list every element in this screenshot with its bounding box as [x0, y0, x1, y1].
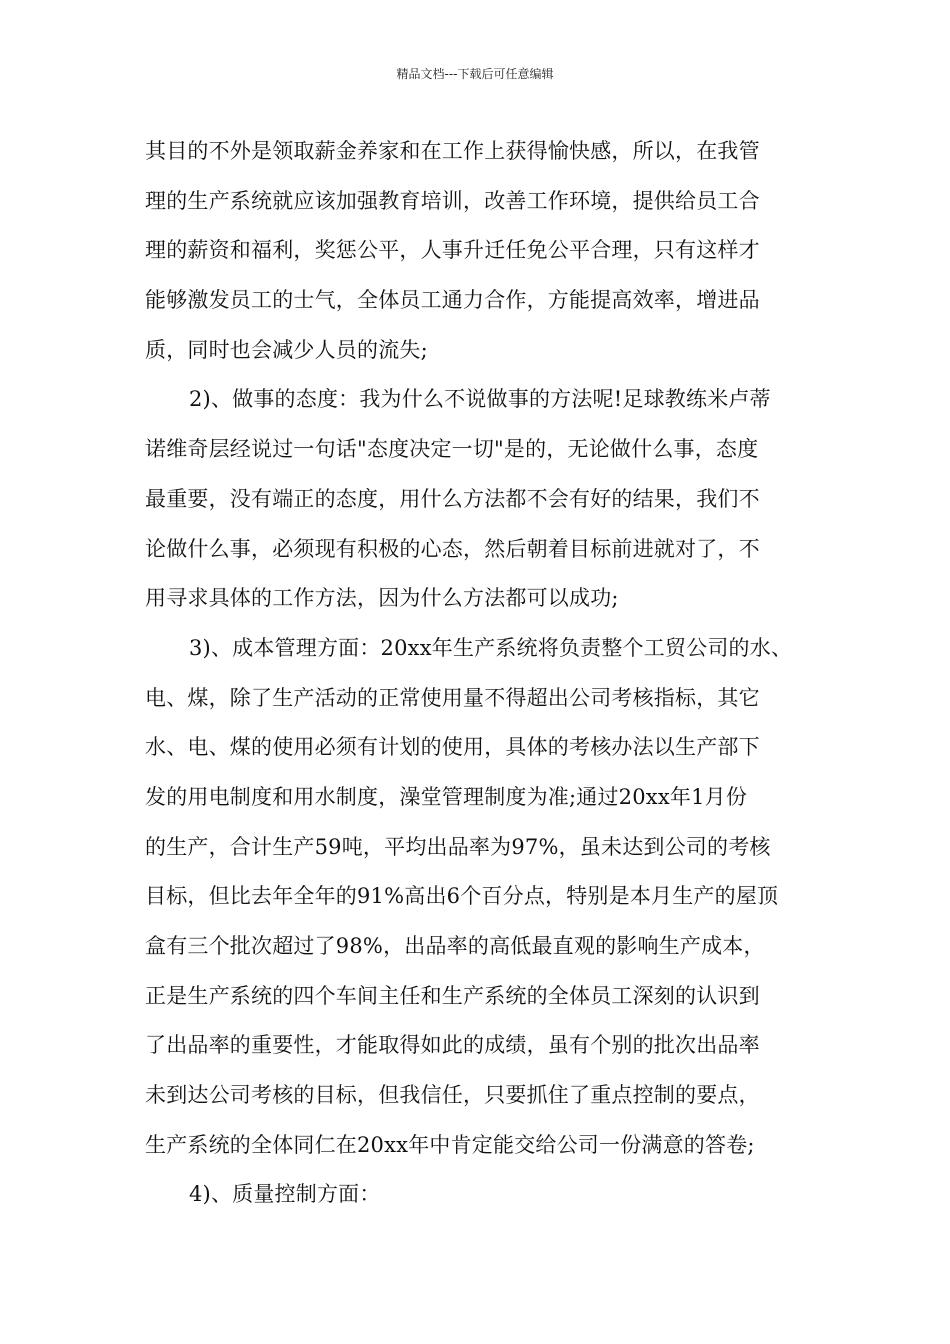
text-line: 正是生产系统的四个车间主任和生产系统的全体员工深刻的认识到	[145, 983, 760, 1008]
page-header: 精品文档---下载后可任意编辑	[396, 67, 554, 81]
text-line: 最重要，没有端正的态度，用什么方法都不会有好的结果，我们不	[145, 486, 760, 511]
text-line: 质，同时也会减少人员的流失;	[145, 337, 428, 362]
text-line: 电、煤，除了生产活动的正常使用量不得超出公司考核指标，其它	[145, 685, 760, 710]
text-line: 理的生产系统就应该加强教育培训，改善工作环境，提供给员工合	[145, 188, 760, 213]
document-body	[145, 127, 825, 1220]
text-line: 盒有三个批次超过了98%，出品率的高低最直观的影响生产成本，	[145, 934, 765, 958]
text-line: 水、电、煤的使用必须有计划的使用，具体的考核办法以生产部下	[145, 735, 760, 760]
text-line: 用寻求具体的工作方法，因为什么方法都可以成功;	[145, 586, 619, 611]
text-line: 论做什么事，必须现有积极的心态，然后朝着目标前进就对了，不	[145, 536, 760, 561]
text-line: 未到达公司考核的目标，但我信任，只要抓住了重点控制的要点，	[145, 1083, 760, 1108]
paragraph-start-line: 2)、做事的态度：我为什么不说做事的方法呢!足球教练米卢蒂	[189, 387, 771, 412]
text-line: 能够激发员工的士气，全体员工通力合作，方能提高效率，增进品	[145, 288, 760, 313]
text-line: 其目的不外是领取薪金养家和在工作上获得愉快感，所以，在我管	[145, 139, 760, 163]
text-line: 的生产，合计生产59吨，平均出品率为97%，虽未达到公司的考核	[145, 834, 771, 859]
text-line: 理的薪资和福利，奖惩公平，人事升迁任免公平合理，只有这样才	[145, 238, 760, 263]
text-line: 生产系统的全体同仁在20xx年中肯定能交给公司一份满意的答卷;	[145, 1132, 755, 1157]
text-line: 发的用电制度和用水制度，澡堂管理制度为准;通过20xx年1月份	[145, 784, 748, 809]
paragraph-start-line: 4)、质量控制方面：	[189, 1182, 381, 1207]
paragraph-start-line: 3)、成本管理方面：20xx年生产系统将负责整个工贸公司的水、	[189, 635, 793, 660]
text-line: 了出品率的重要性，才能取得如此的成绩，虽有个别的批次出品率	[145, 1033, 760, 1058]
text-line: 目标，但比去年全年的91%高出6个百分点，特别是本月生产的屋顶	[145, 884, 779, 909]
text-line: 诺维奇层经说过一句话"态度决定一切"是的，无论做什么事，态度	[145, 437, 759, 462]
